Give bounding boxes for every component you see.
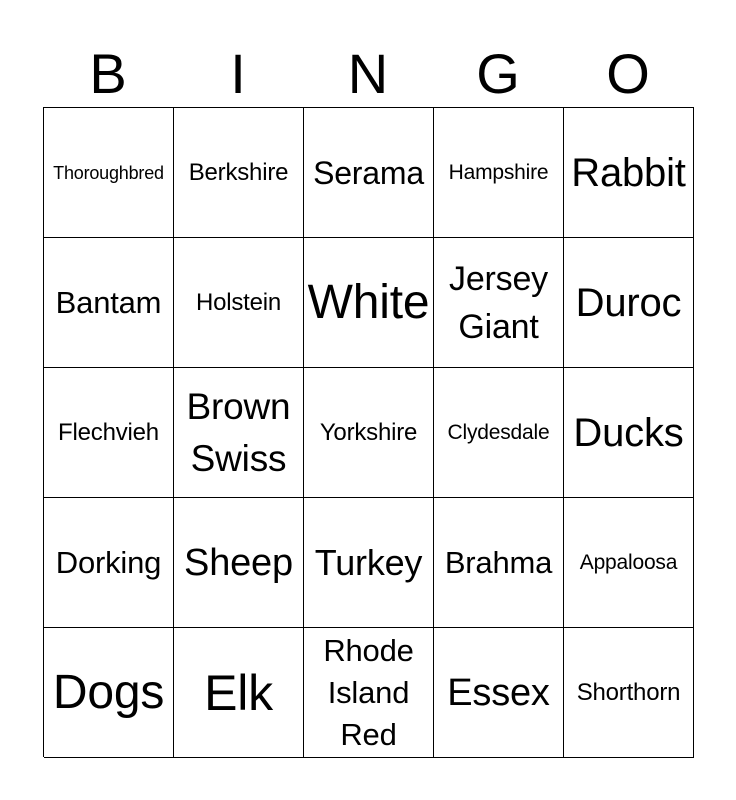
bingo-cell[interactable]: Holstein <box>174 238 304 368</box>
bingo-cell[interactable]: Bantam <box>44 238 174 368</box>
header-letter-o: O <box>606 42 650 105</box>
bingo-cell[interactable]: Essex <box>434 628 564 758</box>
bingo-cell[interactable]: Yorkshire <box>304 368 434 498</box>
bingo-cell[interactable]: Hampshire <box>434 108 564 238</box>
bingo-cell[interactable]: Elk <box>174 628 304 758</box>
bingo-cell[interactable]: Serama <box>304 108 434 238</box>
bingo-cell[interactable]: White <box>304 238 434 368</box>
header-letter-g: G <box>476 42 520 105</box>
header-letter-n: N <box>347 42 389 105</box>
bingo-cell[interactable]: Rabbit <box>564 108 694 238</box>
bingo-cell[interactable]: Jersey Giant <box>434 238 564 368</box>
bingo-cell[interactable]: Dorking <box>44 498 174 628</box>
bingo-card-grid <box>43 107 694 757</box>
bingo-cell[interactable]: Flechvieh <box>44 368 174 498</box>
bingo-cell[interactable]: Appaloosa <box>564 498 694 628</box>
bingo-cell[interactable]: Clydesdale <box>434 368 564 498</box>
bingo-cell[interactable]: Turkey <box>304 498 434 628</box>
bingo-cell[interactable]: Thoroughbred <box>44 108 174 238</box>
bingo-cell[interactable]: Sheep <box>174 498 304 628</box>
bingo-cell[interactable]: Brahma <box>434 498 564 628</box>
bingo-cell[interactable]: Duroc <box>564 238 694 368</box>
bingo-cell[interactable]: Rhode Island Red <box>304 628 434 758</box>
bingo-cell[interactable]: Shorthorn <box>564 628 694 758</box>
bingo-header <box>43 40 693 108</box>
bingo-cell[interactable]: Ducks <box>564 368 694 498</box>
header-letter-i: I <box>230 42 246 105</box>
bingo-cell[interactable]: Brown Swiss <box>174 368 304 498</box>
bingo-cell[interactable]: Berkshire <box>174 108 304 238</box>
header-letter-b: B <box>89 42 127 105</box>
bingo-cell[interactable]: Dogs <box>44 628 174 758</box>
